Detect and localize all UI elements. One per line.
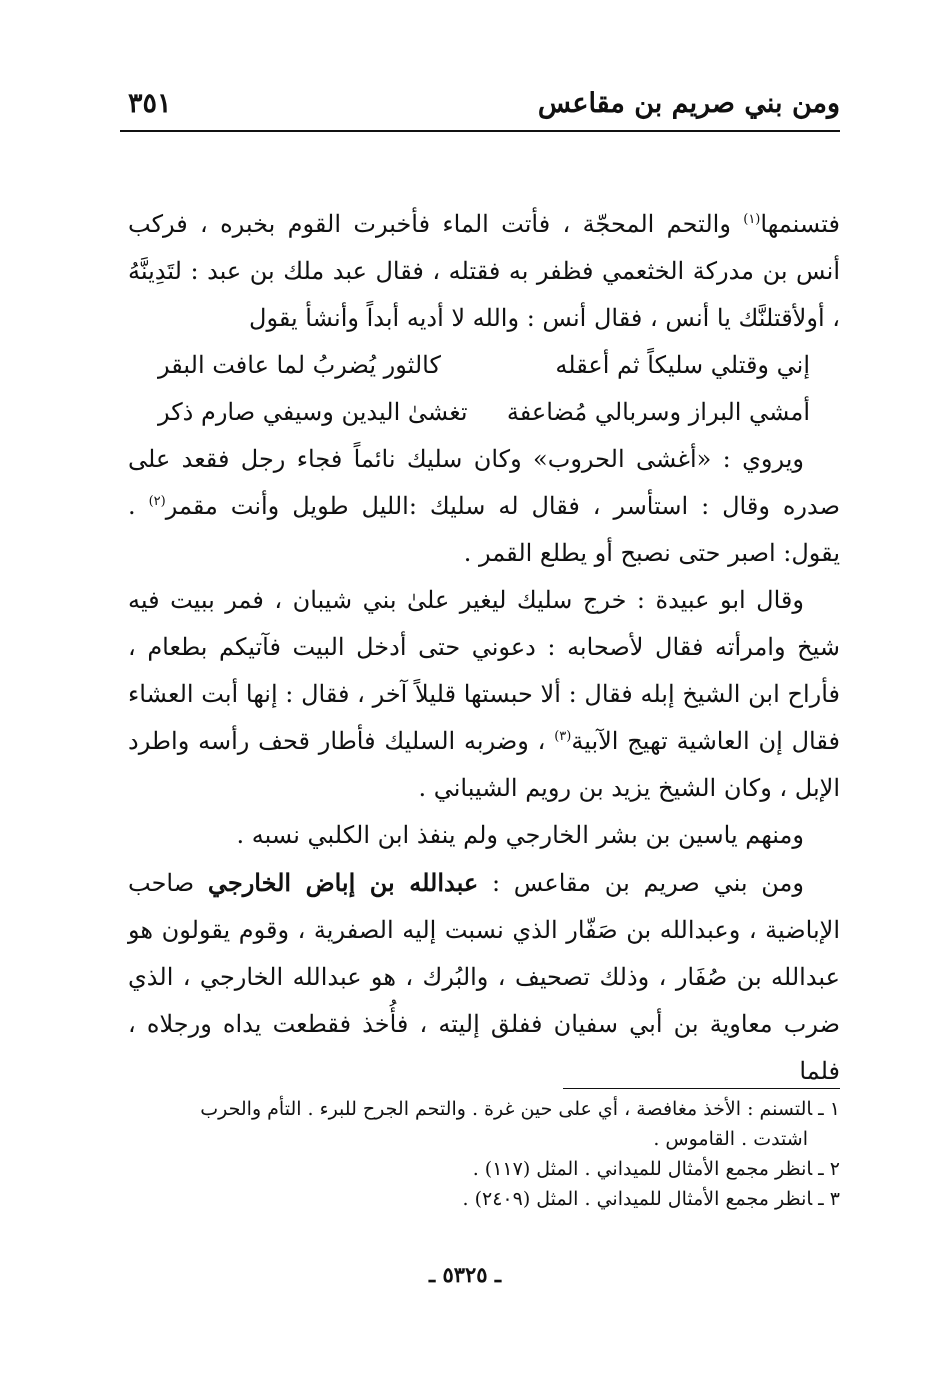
verse-2-second-hemistich: تغشىٰ اليدين وسيفي صارم ذكر (158, 398, 468, 426)
paragraph-1-rest: والتحم المحجّة ، فأتت الماء فأخبرت القوم بخبره ، فركب أنس بن مدركة الخثعمي فظفر به فقتله ، فقال عبد ملك بن عبد : لتَدِينَّهُ ، أولأقتلنَّك يا أنس ، فقال أنس : والله لا أديه أبداً وأنشأ يقول (128, 210, 840, 332)
footnote-ref-2: (٢) (148, 494, 166, 509)
paragraph-2-rest: . يقول: اصبر حتى نصبح أو يطلع القمر . (128, 492, 840, 567)
paragraph-5-rest: صاحب الإباضية ، وعبدالله بن صَفّار الذي نسبت إليه الصفرية ، وقوم يقولون هو عبدالله بن صُفَار ، وذلك تصحيف ، والبُرك ، هو عبدالله الخارجي ، الذي ضرب معاوية بن أبي سفيان ففلق إليته ، فأُخذ فقطعت يداه ورجلاه ، فلما (128, 869, 840, 1085)
footnote-divider (563, 1088, 840, 1089)
footnote-2-number: ٢ ـ (818, 1158, 840, 1180)
paragraph-5 (128, 859, 840, 1095)
footnotes (128, 1094, 840, 1214)
footnote-2 (128, 1154, 840, 1184)
page-code: ـ ٥٣٢٥ ـ (428, 1262, 502, 1287)
footnote-2-text: انظر مجمع الأمثال للميداني . المثل (١١٧) . (472, 1158, 813, 1180)
footnote-3 (128, 1184, 840, 1214)
paragraph-5-start: ومن بني صريم بن مقاعس : (478, 869, 804, 897)
footnote-1-number: ١ ـ (818, 1098, 840, 1120)
footnote-1 (128, 1094, 840, 1124)
main-text (128, 201, 840, 1095)
header-title: ومن بني صريم بن مقاعس (537, 88, 840, 119)
paragraph-2 (128, 436, 840, 577)
footnote-3-number: ٣ ـ (818, 1188, 840, 1210)
highlighted-name: عبدالله بن إباض الخارجي (207, 868, 479, 897)
verse-2-first-hemistich: أمشي البراز وسربالي مُضاعفة (506, 398, 810, 426)
paragraph-1-start: فتسنمها (760, 210, 840, 238)
paragraph-3-start: وقال ابو عبيدة : خرج سليك ليغير علىٰ بني شيبان ، فمر ببيت فيه شيخ وامرأته فقال لأصحابه : دعوني حتى أدخل البيت فآتيكم بطعام ، فأراح ابن الشيخ إبله فقال : ألا حبستها قليلاً آخر ، فقال : إنها أبت العشاء فقال إن العاشية تهيج الآبية (128, 586, 840, 755)
footnote-ref-3: (٣) (554, 729, 572, 744)
header-page-number: ٣٥١ (128, 88, 172, 119)
footnote-ref-1: (١) (743, 212, 761, 227)
footnote-1-continuation: اشتدت . القاموس . (653, 1128, 808, 1150)
paragraph-3 (128, 577, 840, 812)
header-divider (120, 130, 840, 132)
verse-1-first-hemistich: إني وقتلي سليكاً ثم أعقله (555, 351, 810, 379)
paragraph-1 (128, 201, 840, 342)
footnote-1-text: التسنم : الأخذ مغافصة ، أي على حين غرة . والتحم الجرح للبرء . التأم والحرب (200, 1098, 813, 1120)
paragraph-4: ومنهم ياسين بن بشر الخارجي ولم ينفذ ابن الكلبي نسبه . (236, 821, 804, 849)
paragraph-3-rest: ، وضربه السليك فأطار قحف رأسه واطرد الإبل ، وكان الشيخ يزيد بن رويم الشيباني . (128, 727, 840, 802)
verse-line-2 (128, 389, 840, 436)
footnote-3-text: انظر مجمع الأمثال للميداني . المثل (٢٤٠٩) . (462, 1188, 813, 1210)
paragraph-2-start: ويروي : «أغشى الحروب» وكان سليك نائماً فجاء رجل فقعد على صدره وقال : استأسر ، فقال له سليك :الليل طويل وأنت مقمر (128, 445, 840, 520)
verse-1-second-hemistich: كالثور يُضربُ لما عافت البقر (158, 351, 441, 379)
verse-line-1 (128, 342, 840, 389)
running-header (120, 80, 840, 130)
